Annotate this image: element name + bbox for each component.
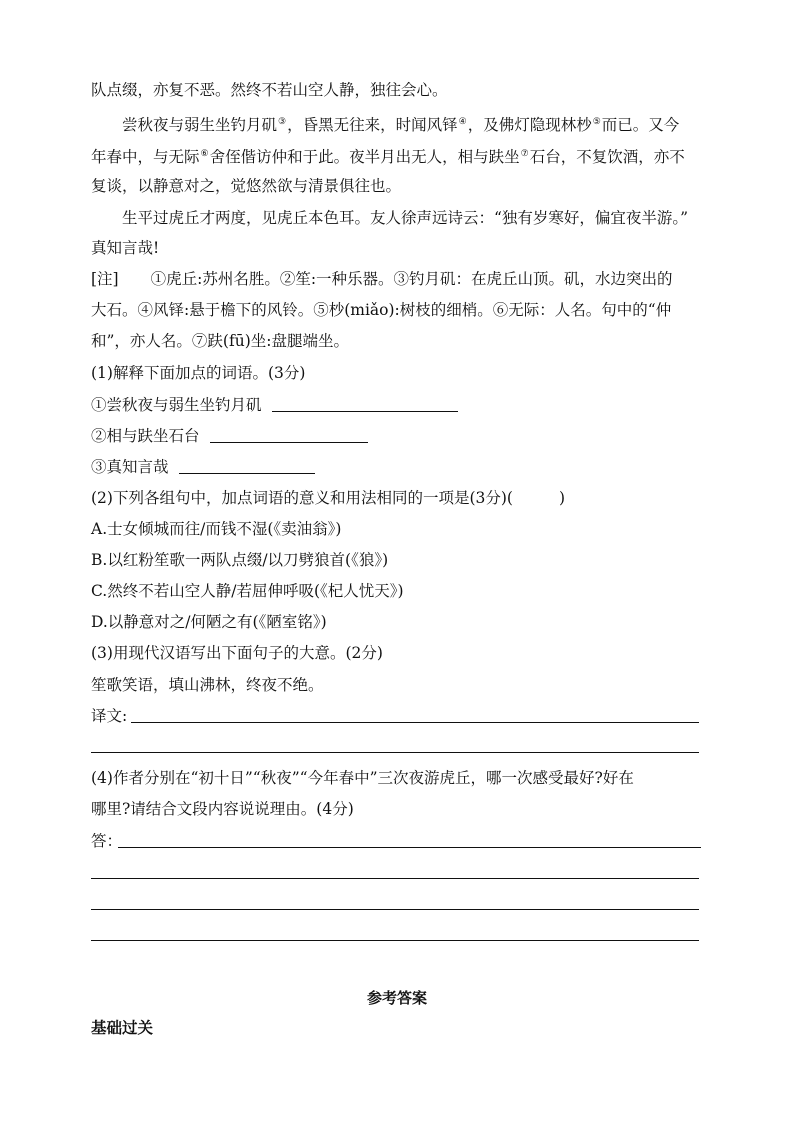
passage-line-1: 队点缀，亦复不恶。然终不若山空人静，独往会心。 [91, 81, 448, 99]
q1-item-c: ③真知言哉 [91, 457, 315, 477]
passage-line-2: 尝秋夜与弱生坐钓月矶③，昏黑无往来，时闻风铎④，及佛灯隐现林杪⑤而已。又今 [122, 116, 680, 134]
footnote-marker: ④ [458, 117, 467, 127]
section-heading: 基础过关 [91, 1018, 154, 1037]
q2-stem: (2)下列各组句中，加点词语的意义和用法相同的一项是(3分)( ) [91, 489, 566, 507]
q1-answer-blank-a[interactable] [272, 397, 458, 412]
footnote-marker: ⑥ [200, 149, 209, 159]
notes-line-1: [注] ①虎丘:苏州名胜。②笙:一种乐器。③钓月矶：在虎丘山顶。矶，水边突出的 [91, 270, 673, 288]
q1-answer-blank-c[interactable] [179, 459, 315, 474]
footnote-marker: ⑤ [592, 117, 601, 127]
footnote-marker: ③ [278, 117, 287, 127]
q1-answer-blank-b[interactable] [210, 428, 368, 443]
q4-answer-line-2[interactable] [91, 878, 699, 879]
q4-answer-line-1[interactable] [118, 847, 701, 848]
q4-stem-line-1: (4)作者分别在“初十日”“秋夜”“今年春中”三次夜游虎丘，哪一次感受最好?好在 [91, 769, 634, 787]
answer-key-title: 参考答案 [366, 989, 427, 1007]
q4-answer-line-4[interactable] [91, 940, 699, 941]
q1-item-b: ②相与趺坐石台 [91, 426, 368, 446]
q2-option-c: C.然终不若山空人静/若屈伸呼吸(《杞人忧天》) [91, 582, 404, 600]
q4-answer-line-3[interactable] [91, 909, 699, 910]
passage-line-4: 复谈，以静意对之，觉悠然欲与清景俱往也。 [91, 177, 402, 195]
footnote-marker: ⑦ [520, 149, 529, 159]
q2-option-a: A.士女倾城而往/而钱不湿(《卖油翁》) [91, 520, 342, 538]
q3-stem: (3)用现代汉语写出下面句子的大意。(2分) [91, 644, 383, 662]
q4-answer-label: 答： [91, 832, 123, 850]
q2-option-d: D.以静意对之/何陋之有(《陋室铭》) [91, 613, 327, 631]
notes-line-2: 大石。④风铎:悬于檐下的风铃。⑤杪(miǎo):树枝的细梢。⑥无际：人名。句中的“仲 [91, 301, 672, 319]
q3-answer-line-2[interactable] [91, 752, 699, 753]
notes-label: [注] [91, 270, 119, 288]
q1-item-a: ①尝秋夜与弱生坐钓月矶 [91, 395, 458, 415]
q1-stem: (1)解释下面加点的词语。(3分) [91, 364, 306, 382]
q2-option-b: B.以红粉笙歌一两队点缀/以刀劈狼首(《狼》) [91, 551, 389, 569]
passage-line-3: 年春中，与无际⑥舍侄偕访仲和于此。夜半月出无人，相与趺坐⑦石台，不复饮酒，亦不 [91, 148, 685, 166]
q3-answer-line-1[interactable] [131, 722, 699, 723]
notes-line-3: 和”，亦人名。⑦趺(fū)坐:盘腿端坐。 [91, 332, 349, 350]
q3-translation-label: 译文: [91, 707, 128, 725]
passage-line-5: 生平过虎丘才两度，见虎丘本色耳。友人徐声远诗云：“独有岁寒好，偏宜夜半游。” [122, 209, 689, 227]
q3-sentence: 笙歌笑语，填山沸林，终夜不绝。 [91, 676, 324, 694]
passage-line-6: 真知言哉! [91, 239, 160, 257]
q4-stem-line-2: 哪里?请结合文段内容说说理由。(4分) [91, 800, 354, 818]
